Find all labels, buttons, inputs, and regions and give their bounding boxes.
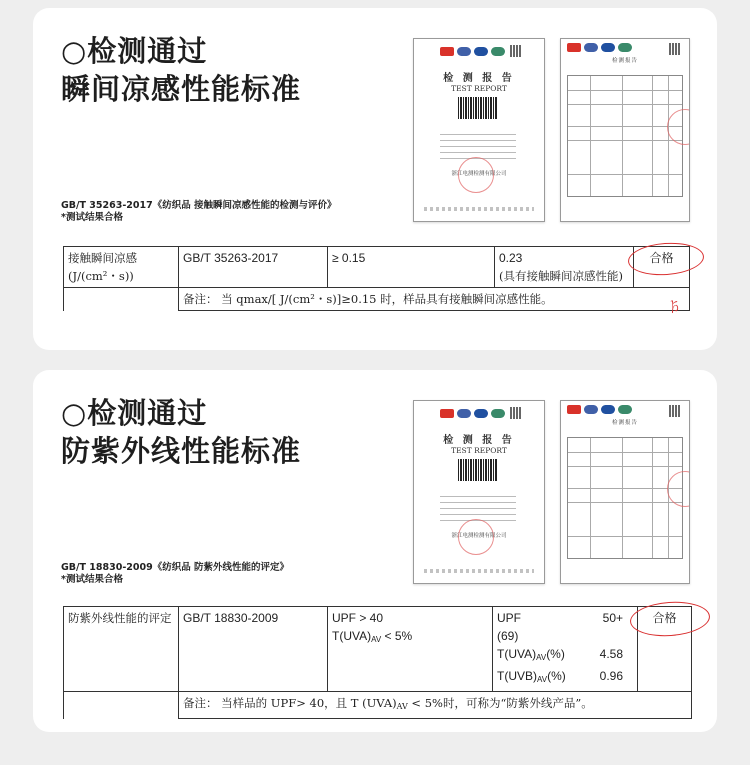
result-value: 0.23 — [499, 251, 523, 265]
report-footer-text — [424, 207, 534, 211]
empty-cell — [64, 288, 179, 311]
cert-logos — [567, 405, 632, 414]
barcode-icon — [458, 97, 498, 119]
uvb-row: $T(UVB)_{AV}(\%)$ 0.96 — [497, 669, 623, 684]
cnas-logo — [474, 409, 488, 418]
uva-row: $T(UVA)_{AV}(\%)$ 4.58 — [497, 647, 623, 662]
section-heading — [61, 32, 301, 108]
table-note-row — [64, 288, 690, 311]
ilac-logo — [457, 409, 471, 418]
report-subtitle: TEST REPORT — [451, 446, 507, 455]
cert-logo — [491, 409, 505, 418]
report-page-image — [560, 400, 690, 584]
qr-code-icon — [510, 45, 522, 57]
result-table — [63, 246, 690, 311]
cnas-logo — [601, 405, 615, 414]
standard-name: GB/T 18830-2009《纺织品 防紫外线性能的评定》 — [61, 562, 290, 573]
cert-logo — [491, 47, 505, 56]
method-cell: GB/T 35263-2017 — [179, 247, 328, 288]
result-note: *测试结果合格 — [61, 574, 123, 585]
report-page-title: 检测报告 — [611, 58, 638, 64]
result-cell — [493, 607, 638, 692]
cert-logo — [618, 405, 632, 414]
uv-section-card — [33, 370, 717, 732]
report-title: 检 测 报 告 — [443, 73, 515, 84]
test-item-cell: 防紫外线性能的评定 — [64, 607, 179, 692]
upf-row: UPF 50+ — [497, 611, 623, 625]
upf-raw: (69) — [497, 629, 519, 643]
ilac-logo — [457, 47, 471, 56]
result-note: *测试结果合格 — [61, 212, 123, 223]
cnas-logo — [474, 47, 488, 56]
result-table — [63, 606, 692, 719]
requirement-uva: $T(UVA)_{AV} < 5\%$ — [332, 629, 413, 644]
cnas-logo — [601, 43, 615, 52]
requirement-cell — [328, 607, 493, 692]
standard-name: GB/T 35263-2017《纺织品 接触瞬间凉感性能的检测与评价》 — [61, 200, 337, 211]
verdict-cell — [638, 607, 692, 692]
requirement-upf: UPF > 40 — [332, 611, 384, 625]
result-cell — [495, 247, 634, 288]
note-cell: 备注： 当样品的 UPF> 40，且 T $(UVA)_{AV} < 5\%$时，可称为“防紫外线产品”。 — [179, 692, 692, 719]
report-company: 浙江电测检测有限公司 — [451, 171, 507, 177]
cert-logos — [440, 47, 505, 56]
requirement-cell: ≥ 0.15 — [328, 247, 495, 288]
report-page-image — [560, 38, 690, 222]
cert-logos — [567, 43, 632, 52]
heading-line-1: ○检测通过 — [61, 34, 208, 68]
verdict-text: 合格 — [652, 611, 677, 625]
verdict-cell — [634, 247, 690, 288]
report-data-table — [567, 75, 683, 197]
table-row — [64, 607, 692, 692]
qr-code-icon — [669, 43, 681, 55]
table-row — [64, 247, 690, 288]
method-cell: GB/T 18830-2009 — [179, 607, 328, 692]
cert-logo — [618, 43, 632, 52]
report-subtitle: TEST REPORT — [451, 84, 507, 93]
standard-caption — [61, 200, 337, 224]
cooling-section-card — [33, 8, 717, 350]
report-data-table — [567, 437, 683, 559]
note-cell: 备注： 当 qmax/[ J/(cm²・s)]≥0.15 时，样品具有接触瞬间凉感性能。 — [179, 288, 690, 311]
empty-cell — [64, 692, 179, 719]
cert-logos — [440, 409, 505, 418]
test-item-cell — [64, 247, 179, 288]
table-note-row — [64, 692, 692, 719]
qr-code-icon — [510, 407, 522, 419]
report-company: 浙江电测检测有限公司 — [451, 533, 507, 539]
section-heading — [61, 394, 301, 470]
qr-code-icon — [669, 405, 681, 417]
heading-line-2: 瞬间凉感性能标准 — [61, 72, 302, 106]
red-pen-mark: ゟ — [664, 296, 685, 318]
test-unit: (J/(cm²・s)) — [68, 269, 134, 283]
report-title: 检 测 报 告 — [443, 435, 515, 446]
report-cover-image — [413, 400, 545, 584]
heading-line-2: 防紫外线性能标准 — [61, 434, 302, 468]
cma-logo — [567, 405, 581, 414]
standard-caption — [61, 562, 289, 586]
report-cover-image — [413, 38, 545, 222]
report-footer-text — [424, 569, 534, 573]
ilac-logo — [584, 43, 598, 52]
heading-line-1: ○检测通过 — [61, 396, 208, 430]
cma-logo — [440, 47, 454, 56]
cma-logo — [440, 409, 454, 418]
ilac-logo — [584, 405, 598, 414]
report-page-title: 检测报告 — [611, 420, 638, 426]
result-desc: (具有接触瞬间凉感性能) — [499, 269, 623, 283]
cma-logo — [567, 43, 581, 52]
test-item: 接触瞬间凉感 — [68, 251, 137, 265]
barcode-icon — [458, 459, 498, 481]
verdict-text: 合格 — [649, 251, 674, 265]
